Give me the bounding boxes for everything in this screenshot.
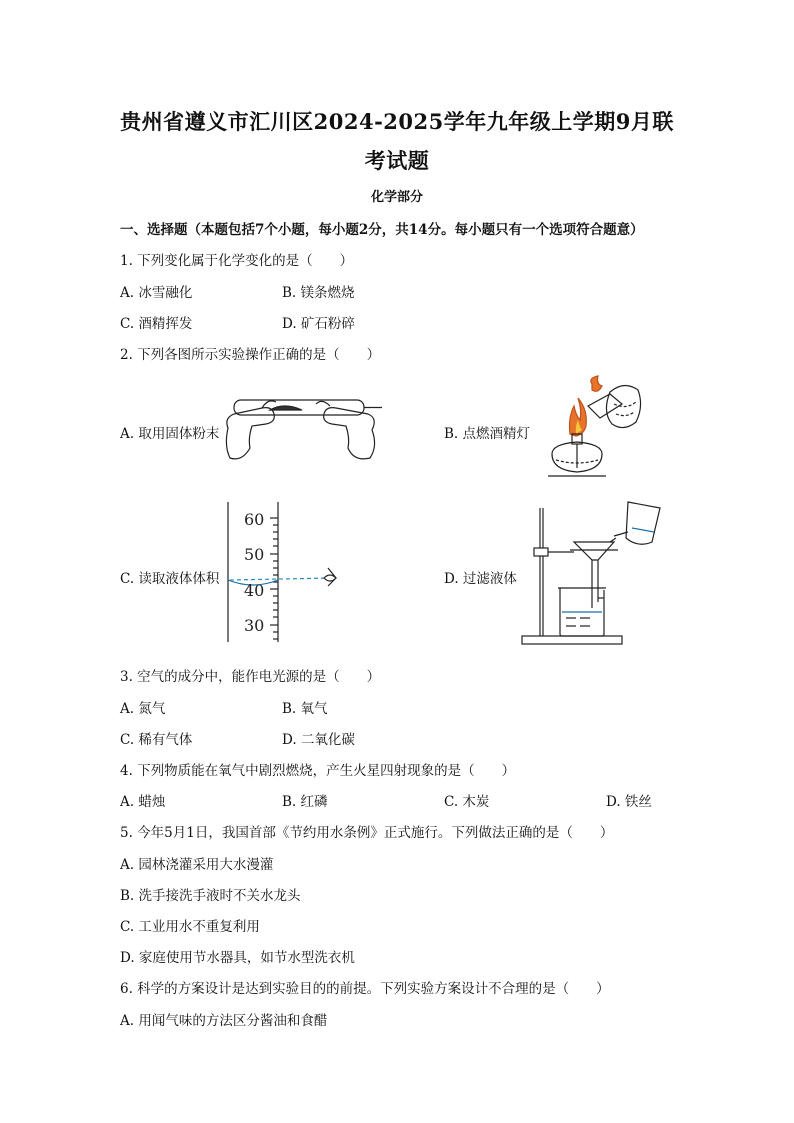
exam-subtitle: 化学部分 bbox=[370, 190, 423, 205]
question-5-option-d: D. 家庭使用节水器具，如节水型洗衣机 bbox=[120, 950, 355, 966]
question-3-option-b: B. 氧气 bbox=[282, 701, 328, 717]
question-6-stem: 6. 科学的方案设计是达到实验目的的前提。下列实验方案设计不合理的是（ ） bbox=[120, 981, 610, 997]
cylinder-tick-40: 40 bbox=[244, 581, 265, 600]
exam-title-line1: 贵州省遵义市汇川区2024-2025学年九年级上学期9月联 bbox=[120, 109, 674, 134]
graduated-cylinder-figure bbox=[220, 498, 360, 644]
question-6-option-a: A. 用闻气味的方法区分酱油和食醋 bbox=[120, 1013, 328, 1029]
question-4-option-b: B. 红磷 bbox=[282, 794, 328, 810]
question-2-stem: 2. 下列各图所示实验操作正确的是（ ） bbox=[120, 347, 381, 363]
section-heading: 一、选择题（本题包括7个小题，每小题2分，共14分。每小题只有一个选项符合题意） bbox=[120, 222, 644, 238]
question-5-stem: 5. 今年5月1日，我国首部《节约用水条例》正式施行。下列做法正确的是（ ） bbox=[120, 825, 614, 841]
question-2-option-c: C. 读取液体体积 bbox=[120, 571, 220, 587]
alcohol-lamp-figure bbox=[532, 376, 644, 484]
question-5-option-b: B. 洗手接洗手液时不关水龙头 bbox=[120, 888, 301, 904]
question-4-option-a: A. 蜡烛 bbox=[120, 794, 166, 810]
question-4-stem: 4. 下列物质能在氧气中剧烈燃烧，产生火星四射现象的是（ ） bbox=[120, 763, 516, 779]
exam-title-line2: 考试题 bbox=[364, 148, 430, 173]
question-4-option-d: D. 铁丝 bbox=[606, 794, 652, 810]
question-1-option-d: D. 矿石粉碎 bbox=[282, 316, 355, 332]
question-1-option-c: C. 酒精挥发 bbox=[120, 316, 193, 332]
question-5-option-a: A. 园林浇灌采用大水漫灌 bbox=[120, 857, 274, 873]
question-2-option-b: B. 点燃酒精灯 bbox=[444, 426, 531, 442]
question-2-option-a: A. 取用固体粉末 bbox=[120, 426, 220, 442]
question-1-option-b: B. 镁条燃烧 bbox=[282, 285, 355, 301]
question-3-stem: 3. 空气的成分中，能作电光源的是（ ） bbox=[120, 669, 381, 685]
filtration-figure bbox=[518, 498, 668, 648]
cylinder-tick-30: 30 bbox=[244, 616, 265, 635]
question-2-option-d: D. 过滤液体 bbox=[444, 571, 517, 587]
question-1-option-a: A. 冰雪融化 bbox=[120, 285, 193, 301]
question-5-option-c: C. 工业用水不重复利用 bbox=[120, 919, 260, 935]
cylinder-tick-60: 60 bbox=[244, 510, 265, 529]
question-3-option-c: C. 稀有气体 bbox=[120, 732, 193, 748]
test-tube-powder-figure bbox=[222, 388, 382, 468]
question-1-stem: 1. 下列变化属于化学变化的是（ ） bbox=[120, 253, 354, 269]
cylinder-tick-50: 50 bbox=[244, 545, 265, 564]
question-3-option-a: A. 氮气 bbox=[120, 701, 166, 717]
question-4-option-c: C. 木炭 bbox=[444, 794, 490, 810]
question-3-option-d: D. 二氧化碳 bbox=[282, 732, 355, 748]
